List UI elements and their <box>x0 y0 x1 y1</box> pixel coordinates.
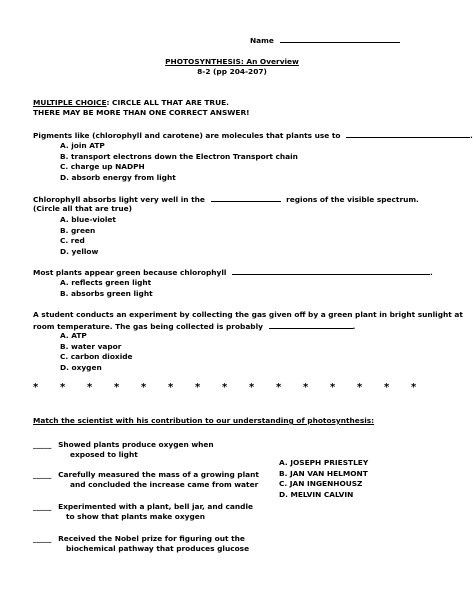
star-divider <box>33 382 438 393</box>
mc-heading-line2: THERE MAY BE MORE THAN ONE CORRECT ANSWER! <box>33 108 250 117</box>
divider-star: * <box>114 382 120 393</box>
divider-star: * <box>60 382 66 393</box>
divider-star: * <box>195 382 201 393</box>
q2-option-c[interactable]: C. red <box>60 236 85 245</box>
question-4-blank[interactable] <box>269 321 353 329</box>
question-3-text: Most plants appear green because chlorophyll <box>33 268 227 277</box>
mc-heading <box>33 98 229 107</box>
question-4-line2: room temperature. The gas being collected is probably . <box>33 322 356 331</box>
q1-option-c[interactable]: C. charge up NADPH <box>60 162 145 171</box>
q4-option-a[interactable]: A. ATP <box>60 331 87 340</box>
match-item-4 <box>33 534 245 543</box>
divider-star: * <box>222 382 228 393</box>
q2-option-b[interactable]: B. green <box>60 226 96 235</box>
question-2 <box>33 194 419 204</box>
scientist-d: D. MELVIN CALVIN <box>279 490 354 499</box>
q2-option-a[interactable]: A. blue-violet <box>60 215 116 224</box>
question-1-blank[interactable] <box>346 130 470 138</box>
divider-star: * <box>303 382 309 393</box>
divider-star: * <box>168 382 174 393</box>
scientist-c: C. JAN INGENHOUSZ <box>279 479 363 488</box>
question-2-blank[interactable] <box>211 194 281 202</box>
page-subtitle: 8-2 (pp 204-207) <box>197 67 267 76</box>
question-4-text: room temperature. The gas being collected is probably <box>33 322 263 331</box>
match-item-4-line2: biochemical pathway that produces glucose <box>66 544 250 553</box>
question-1: Pigments like (chlorophyll and carotene) are molecules that plants use to . <box>33 131 473 140</box>
divider-star: * <box>33 382 39 393</box>
question-2-text-before: Chlorophyll absorbs light very well in the <box>33 195 205 204</box>
question-3: Most plants appear green because chlorophyll . <box>33 268 433 277</box>
question-1-text: Pigments like (chlorophyll and carotene) are molecules that plants use to <box>33 131 341 140</box>
q1-option-a[interactable]: A. join ATP <box>60 141 105 150</box>
q3-option-b[interactable]: B. absorbs green light <box>60 289 153 298</box>
match-item-2-line2: and concluded the increase came from water <box>70 480 259 489</box>
match-item-1-line1: Showed plants produce oxygen when <box>58 440 214 449</box>
q1-option-b[interactable]: B. transport electrons down the Electron Transport chain <box>60 152 298 161</box>
q4-option-c[interactable]: C. carbon dioxide <box>60 352 133 361</box>
match-item-2 <box>33 470 259 479</box>
divider-star: * <box>384 382 390 393</box>
name-field[interactable] <box>250 35 400 45</box>
question-3-blank[interactable] <box>232 267 430 275</box>
match-item-1-line2: exposed to light <box>70 450 138 459</box>
scientist-a: A. JOSEPH PRIESTLEY <box>279 458 369 467</box>
q3-option-a[interactable]: A. reflects green light <box>60 278 152 287</box>
match-item-3 <box>33 502 253 511</box>
match-item-3-line2: to show that plants make oxygen <box>66 512 206 521</box>
name-blank[interactable] <box>280 35 400 43</box>
scientist-b: B. JAN VAN HELMONT <box>279 469 368 478</box>
match-blank-1[interactable]: _____ <box>33 440 52 449</box>
q4-option-d[interactable]: D. oxygen <box>60 363 102 372</box>
divider-star: * <box>357 382 363 393</box>
q2-option-d[interactable]: D. yellow <box>60 247 99 256</box>
divider-star: * <box>276 382 282 393</box>
mc-heading-rest: : CIRCLE ALL THAT ARE TRUE. <box>106 98 229 107</box>
page-title: PHOTOSYNTHESIS: An Overview <box>165 57 299 66</box>
divider-star: * <box>249 382 255 393</box>
q4-option-b[interactable]: B. water vapor <box>60 342 122 351</box>
question-2-text-after: regions of the visible spectrum. <box>286 195 419 204</box>
match-blank-2[interactable]: _____ <box>33 470 52 479</box>
match-item-3-line1: Experimented with a plant, bell jar, and candle <box>58 502 253 511</box>
matching-heading: Match the scientist with his contribution to our understanding of photosynthesis: <box>33 416 375 425</box>
question-2-line2: (Circle all that are true) <box>33 204 133 213</box>
match-blank-3[interactable]: _____ <box>33 502 52 511</box>
q1-option-d[interactable]: D. absorb energy from light <box>60 173 176 182</box>
match-item-2-line1: Carefully measured the mass of a growing plant <box>58 470 259 479</box>
question-4-line1: A student conducts an experiment by collecting the gas given off by a green plant in bright sunlight at <box>33 310 463 319</box>
name-label: Name <box>250 36 274 45</box>
match-item-1 <box>33 440 214 449</box>
match-blank-4[interactable]: _____ <box>33 534 52 543</box>
divider-star: * <box>87 382 93 393</box>
divider-star: * <box>141 382 147 393</box>
divider-star: * <box>330 382 336 393</box>
match-item-4-line1: Received the Nobel prize for figuring out the <box>58 534 245 543</box>
mc-heading-label: MULTIPLE CHOICE <box>33 98 107 107</box>
divider-star: * <box>411 382 417 393</box>
